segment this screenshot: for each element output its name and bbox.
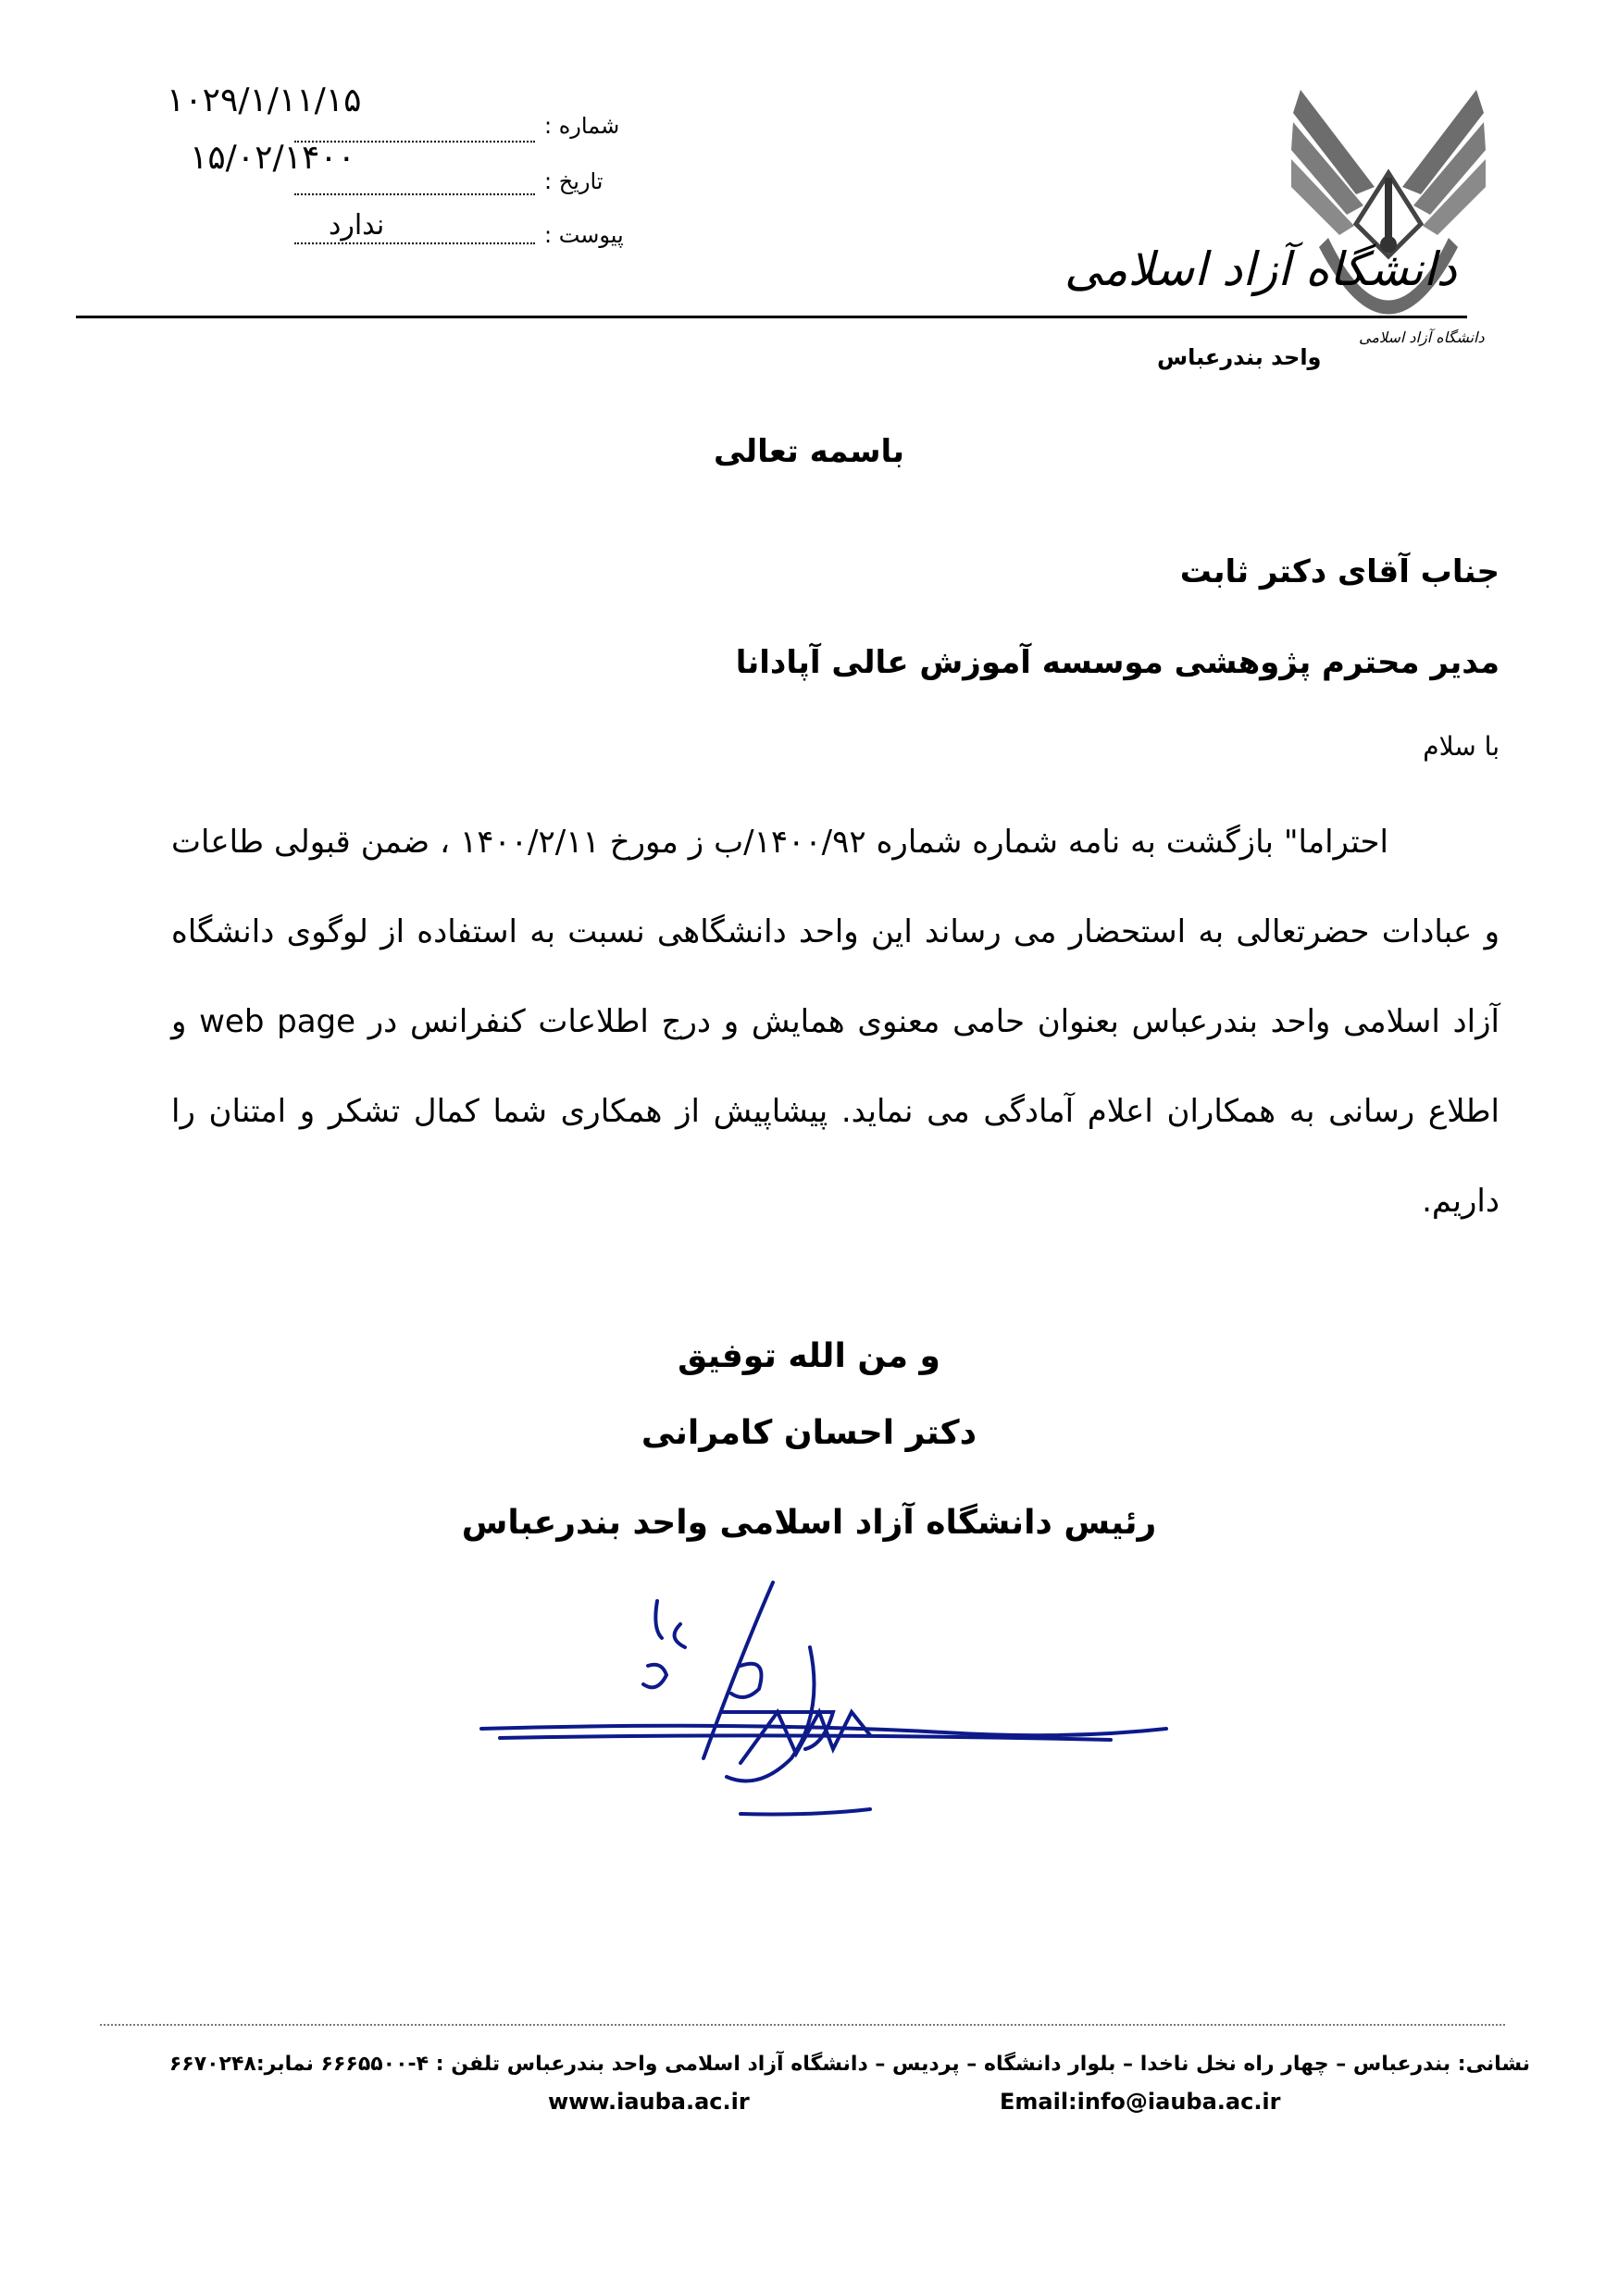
recipient-name: جناب آقای دکتر ثابت bbox=[1179, 553, 1500, 590]
footer-email: Email:info@iauba.ac.ir bbox=[1000, 2089, 1281, 2115]
body-paragraph: احتراما" بازگشت به نامه شماره شماره ۱۴۰۰/۹۲/ب ز مورخ ۱۴۰۰/۲/۱۱ ، ضمن قبولی طاعات و عبادات حضرتعالی به استحضار می رساند این واحد دانشگاهی نسبت به استفاده از لوگوی دانشگاه آزاد اسلامی واحد بندرعباس بعنوان حامی معنوی همایش و درج اطلاعات کنفرانس در web page و اطلاع رسانی به همکاران اعلام آمادگی می نماید. پیشاپیش از همکاری شما کمال تشکر و امتنان را داریم. bbox=[171, 824, 1500, 1220]
signatory-name: دکتر احسان کامرانی bbox=[641, 1414, 977, 1452]
campus-name: واحد بندرعباس bbox=[1157, 344, 1322, 370]
letter-heading: باسمه تعالی bbox=[713, 433, 905, 470]
attachment-value: ندارد bbox=[329, 209, 385, 242]
footer-website[interactable]: www.iauba.ac.ir bbox=[548, 2089, 750, 2115]
recipient-title: مدیر محترم پژوهشی موسسه آموزش عالی آپادانا bbox=[735, 644, 1500, 681]
letter-body bbox=[171, 798, 1500, 1247]
signature bbox=[463, 1573, 1203, 1842]
closing-phrase: و من الله توفیق bbox=[678, 1337, 940, 1375]
university-logotype: دانشگاه آزاد اسلامی bbox=[1064, 242, 1457, 296]
emblem-icon bbox=[1291, 85, 1486, 363]
signatory-title: رئیس دانشگاه آزاد اسلامی واحد بندرعباس bbox=[461, 1504, 1157, 1542]
attachment-dotted-line bbox=[294, 239, 535, 244]
attachment-label: پیوست : bbox=[544, 222, 624, 248]
greeting: با سلام bbox=[1423, 731, 1500, 762]
university-logotype-small: دانشگاه آزاد اسلامی bbox=[1359, 329, 1485, 346]
letter-number-label: شماره : bbox=[544, 113, 620, 139]
signature-icon bbox=[463, 1573, 1203, 1842]
letter-number-value: ۱۰۲۹/۱/۱۱/۱۵ bbox=[167, 81, 362, 119]
letter-date-label: تاریخ : bbox=[544, 168, 604, 194]
letter-date-value: ۱۵/۰۲/۱۴۰۰ bbox=[190, 139, 355, 177]
footer-divider bbox=[100, 2024, 1505, 2026]
date-dotted-line bbox=[294, 190, 535, 195]
university-emblem bbox=[1291, 85, 1486, 363]
footer-address: نشانی: بندرعباس – چهار راه نخل ناخدا – بلوار دانشگاه – پردیس – دانشگاه آزاد اسلامی واحد بندرعباس تلفن : ۴-۶۶۶۵۵۰۰ نمابر:۶۶۷۰۲۴۸ bbox=[168, 2053, 1530, 2076]
header-divider bbox=[76, 316, 1467, 318]
